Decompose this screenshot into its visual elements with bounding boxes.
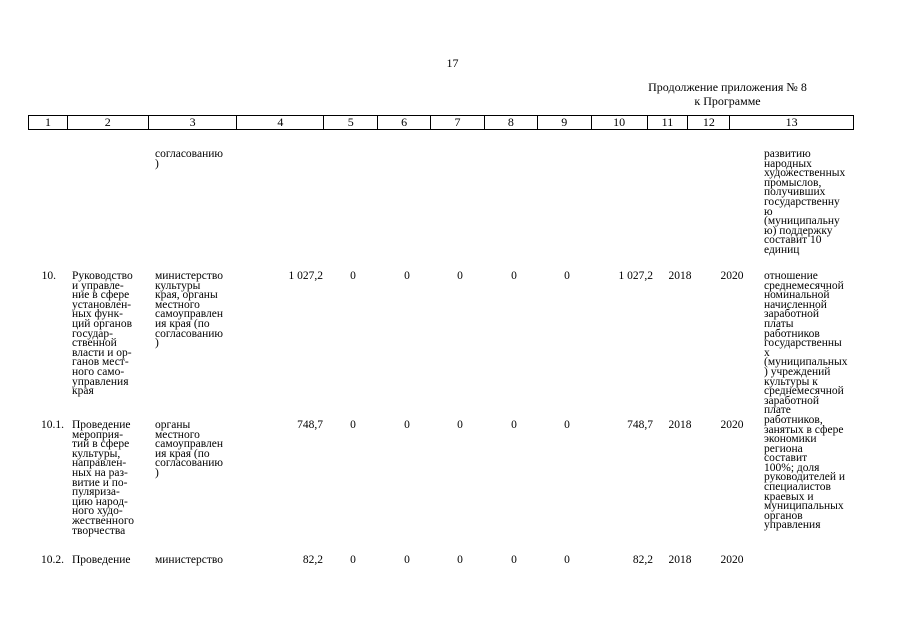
row-10-end-year: 2020: [720, 270, 744, 282]
row-10-name: Руководство и управле- ние в сфере установлен- ных функ- ций органов государ- ственной власти и ор- ганов мест- ного само- управления края: [72, 270, 133, 398]
annex-caption: [600, 80, 855, 108]
row-10-2-col7: 0: [457, 554, 463, 566]
row-10-1-col8: 0: [511, 419, 517, 431]
header-cell-1: 1: [29, 116, 68, 129]
row-10-2-col6: 0: [404, 554, 410, 566]
header-cell-2: 2: [68, 116, 149, 129]
row-10-2-total: 82,2: [302, 554, 323, 566]
continuation-result: развитию народных художественных промыслов, получивших государственну ю (муниципальну ю) поддержку составит 10 единиц: [764, 148, 846, 256]
row-10-2-col9: 0: [564, 554, 570, 566]
annex-line-1: Продолжение приложения № 8: [648, 80, 807, 94]
row-10-col7: 0: [457, 270, 463, 282]
header-cell-12: 12: [688, 116, 730, 129]
header-cell-5: 5: [324, 116, 378, 129]
row-10-col5: 0: [350, 270, 356, 282]
header-cell-9: 9: [538, 116, 592, 129]
row-10-2-col10: 82,2: [632, 554, 653, 566]
row-10-start-year: 2018: [668, 270, 692, 282]
row-10-executor: министерство культуры края, органы местного самоуправлен ия края (по согласованию ): [155, 270, 223, 350]
row-10-2-start-year: 2018: [668, 554, 692, 566]
row-10-1-col6: 0: [404, 419, 410, 431]
row-10-number: 10.: [41, 270, 56, 282]
header-cell-11: 11: [648, 116, 689, 129]
row-10-2-number: 10.2.: [41, 554, 64, 566]
row-10-result: отношение среднемесячной номинальной начисленной заработной платы работников государственны х (муниципальных ) учреждений культуры к среднемесячной заработной плате работников, занятых в сфере экономики региона составит 100%; доля руководителей и специалистов краевых и муниципальных органов управления: [764, 270, 848, 532]
header-cell-7: 7: [431, 116, 485, 129]
row-10-1-total: 748,7: [297, 419, 323, 431]
header-cell-13: 13: [785, 115, 798, 129]
row-10-2-col8: 0: [511, 554, 517, 566]
row-10-2-name: Проведение: [72, 554, 131, 566]
row-10-2-executor: министерство: [155, 554, 223, 566]
row-10-col6: 0: [404, 270, 410, 282]
header-cell-4: 4: [237, 116, 324, 129]
header-cell-10: 10: [592, 116, 648, 129]
header-cell-6: 6: [378, 116, 431, 129]
row-10-1-col10: 748,7: [627, 419, 653, 431]
annex-line-2: к Программе: [694, 94, 761, 108]
row-10-1-end-year: 2020: [720, 419, 744, 431]
row-10-1-number: 10.1.: [41, 419, 64, 431]
row-10-2-end-year: 2020: [720, 554, 744, 566]
page-number: 17: [446, 56, 459, 70]
continuation-executor: согласованию ): [155, 148, 223, 170]
row-10-1-start-year: 2018: [668, 419, 692, 431]
row-10-col8: 0: [511, 270, 517, 282]
row-10-2-col5: 0: [350, 554, 356, 566]
table-header-row: [28, 115, 854, 130]
row-10-total: 1 027,2: [288, 270, 323, 282]
row-10-1-col7: 0: [457, 419, 463, 431]
row-10-col9: 0: [564, 270, 570, 282]
row-10-col10: 1 027,2: [618, 270, 653, 282]
header-cell-3: 3: [149, 116, 238, 129]
row-10-1-col9: 0: [564, 419, 570, 431]
row-10-1-name: Проведение мероприя- тий в сфере культуры, направлен- ных на раз- витие и по- пуляриза- цию народ- ного худо- жественного творчества: [72, 419, 135, 537]
header-cell-8: 8: [485, 116, 538, 129]
row-10-1-col5: 0: [350, 419, 356, 431]
row-10-1-executor: органы местного самоуправлен ия края (по согласованию ): [155, 419, 223, 479]
